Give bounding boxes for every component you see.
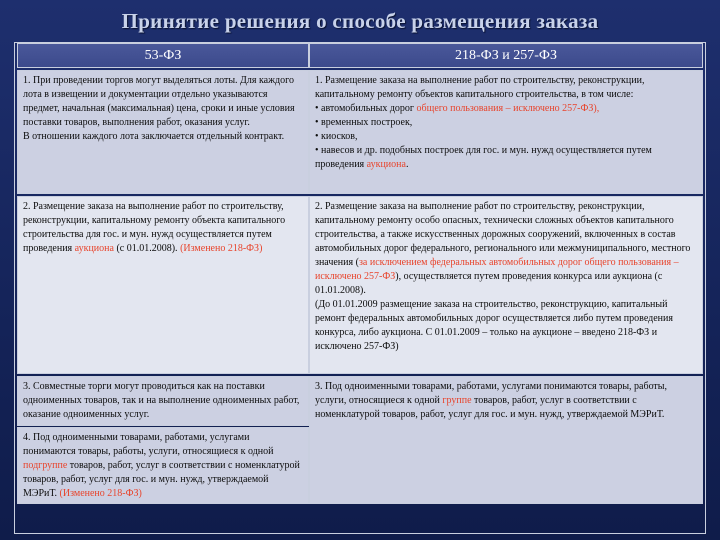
paragraph: [315, 102, 697, 116]
paragraph-text: (До 01.01.2009 размещение заказа на строительство, реконструкцию, капитальный ремонт федеральных автомобильных дорог осуществляется либо путем проведения конкурса, либо аукциона. С 01.01.2009 – только на аукционе – введено 218-ФЗ и исключено 257-ФЗ): [315, 299, 673, 352]
paragraph: [23, 130, 303, 144]
highlighted-text: аукциона: [74, 243, 114, 254]
highlighted-text: аукциона: [366, 159, 406, 170]
cell-r2-right: [309, 196, 703, 374]
paragraph-text: В отношении каждого лота заключается отдельный контракт.: [23, 131, 285, 142]
paragraph-text: 3. Совместные торги могут проводиться как на поставки одноименных товаров, так и на выполнение одноименных работ, оказание одноименных услуг.: [23, 381, 300, 420]
highlighted-text: (Изменено 218-ФЗ): [180, 243, 263, 254]
paragraph-text: • навесов и др. подобных построек для гос. и мун. нужд осуществляется путем проведения: [315, 145, 652, 170]
paragraph: [23, 74, 303, 130]
paragraph-text: 1. Размещение заказа на выполнение работ по строительству, реконструкции, капитальному ремонту объектов капитального строительства, в том числе:: [315, 75, 645, 100]
cell-r1-left: [17, 70, 309, 194]
paragraph: [315, 130, 697, 144]
paragraph: [315, 200, 697, 298]
cell-r3-left: [17, 376, 309, 426]
paragraph-text: ), осуществляется путем проведения конкурса или аукциона (с 01.01.2008).: [315, 271, 663, 296]
paragraph-text: 4. Под одноименными товарами, работами, услугами понимаются товары, работы, услуги, относящиеся к одной: [23, 432, 274, 457]
paragraph-text: .: [405, 159, 409, 170]
paragraph: [23, 200, 303, 256]
paragraph: [315, 298, 697, 354]
paragraph-text: • временных построек,: [315, 117, 413, 128]
cell-r4-left: [17, 427, 309, 504]
paragraph-text: товаров, работ, услуг в соответствии с номенклатурой товаров, работ, услуг для гос. и мун. нужд, утверждаемой МЭРиТ.: [315, 395, 665, 420]
column-header-218-257fz: 218-ФЗ и 257-ФЗ: [309, 43, 703, 68]
paragraph: [23, 431, 303, 501]
highlighted-text: общего пользования – исключено 257-ФЗ),: [416, 103, 600, 114]
paragraph-text: 2. Размещение заказа на выполнение работ по строительству, реконструкции, капитальному ремонту особо опасных, технически сложных объектов капитального строительства, а также искусственных дорожных сооружений, включенных в состав автомобильных дорог федерального, регионального или межмуниципального, местного значения (: [315, 201, 691, 268]
paragraph-text: • киосков,: [315, 131, 358, 142]
highlighted-text: (Изменено 218-ФЗ): [59, 488, 142, 499]
paragraph: [315, 144, 697, 172]
column-header-53fz: 53-ФЗ: [17, 43, 309, 68]
paragraph: [23, 380, 303, 422]
cell-r1-right: [309, 70, 703, 194]
cell-r3-right: [309, 376, 703, 504]
paragraph-text: товаров, работ, услуг в соответствии с номенклатурой товаров, работ, услуг для гос. и мун. нужд, утверждаемой МЭРиТ.: [23, 460, 300, 499]
paragraph-text: 2. Размещение заказа на выполнение работ по строительству, реконструкции, капитальному ремонту объекта капитального строительства для гос. и мун. нужд осуществляется путем проведения: [23, 201, 286, 254]
paragraph-text: • автомобильных дорог: [315, 103, 417, 114]
highlighted-text: за исключением федеральных автомобильных дорог общего пользования – исключено 257-ФЗ: [315, 257, 679, 282]
paragraph: [315, 116, 697, 130]
paragraph-text: 1. При проведении торгов могут выделяться лоты. Для каждого лота в извещении и документации отдельно указываются предмет, начальная (максимальная) цена, сроки и иные условия поставки товаров, выполнения работ, оказания услуг.: [23, 75, 295, 128]
paragraph-text: 3. Под одноименными товарами, работами, услугами понимаются товары, работы, услуги, относящиеся к одной: [315, 381, 668, 406]
highlighted-text: подгруппе: [23, 460, 68, 471]
paragraph: [315, 380, 697, 422]
paragraph: [315, 74, 697, 102]
page-title: Принятие решения о способе размещения заказа: [121, 9, 599, 33]
paragraph-text: (с 01.01.2008).: [113, 243, 181, 254]
highlighted-text: группе: [442, 395, 472, 406]
cell-r2-left: [17, 196, 309, 374]
